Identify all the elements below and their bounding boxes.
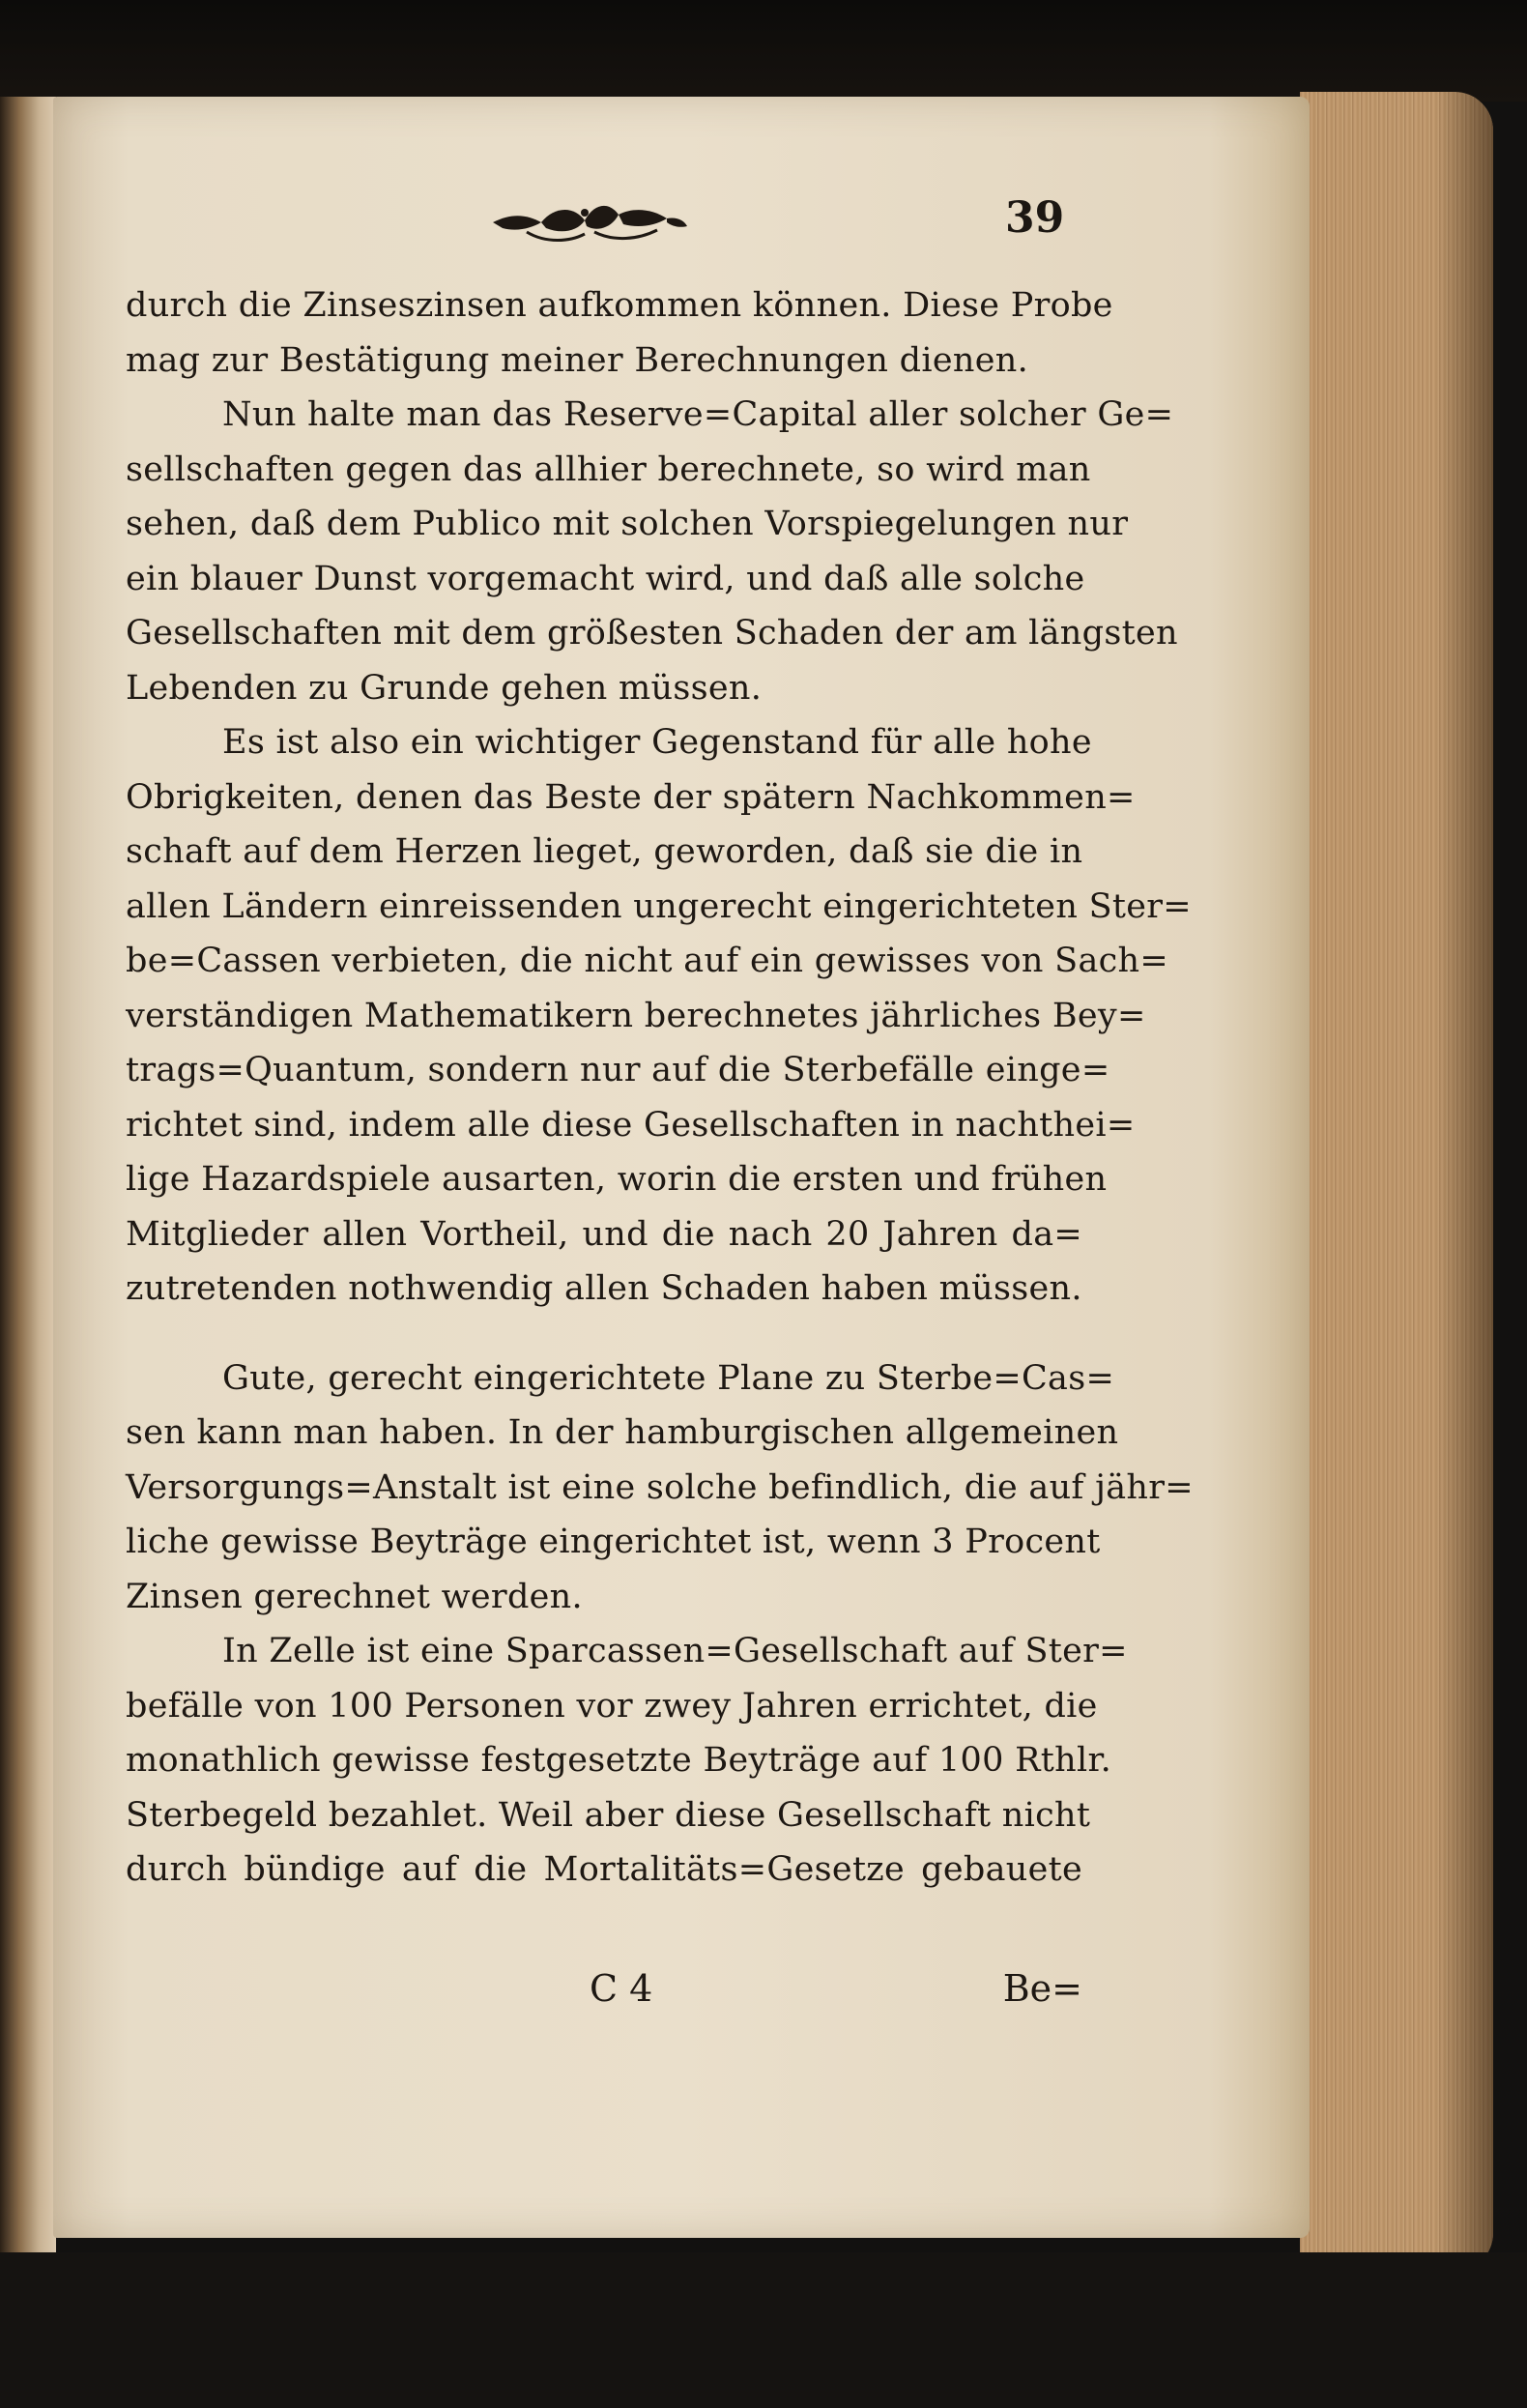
- text-line: verständigen Mathematikern berechnetes jährliches Bey=: [126, 996, 1146, 1035]
- text-line: zutretenden nothwendig allen Schaden haben müssen.: [126, 1269, 1082, 1308]
- text-line: liche gewisse Beyträge eingerichtet ist, wenn 3 Procent: [126, 1523, 1101, 1561]
- text-line: allen Ländern einreissenden ungerecht eingerichteten Ster=: [126, 886, 1192, 926]
- text-line: ein blauer Dunst vorgemacht wird, und daß alle solche: [126, 559, 1085, 598]
- text-line: Gesellschaften mit dem größesten Schaden der am längsten: [126, 614, 1178, 653]
- page-number: 39: [1005, 193, 1065, 243]
- catchword: Be=: [1002, 1967, 1082, 2010]
- text-line: richtet sind, indem alle diese Gesellschaften in nachthei=: [126, 1105, 1136, 1145]
- left-page-edge: [0, 97, 56, 2320]
- text-line: Sterbegeld bezahlet. Weil aber diese Gesellschaft nicht: [126, 1795, 1091, 1835]
- text-line: Lebenden zu Grunde gehen müssen.: [126, 668, 763, 708]
- paragraph-gap: [126, 1317, 1082, 1351]
- text-line: mag zur Bestätigung meiner Berechnungen dienen.: [126, 340, 1028, 380]
- signature-mark: C 4: [590, 1967, 653, 2010]
- text-line: monathlich gewisse festgesetzte Beyträge auf 100 Rthlr.: [126, 1741, 1112, 1780]
- text-line: durch bündige auf die Mortalitäts=Gesetze gebauete: [126, 1850, 1082, 1889]
- page-fore-edge: [1300, 92, 1493, 2272]
- text-line: Gute, gerecht eingerichtete Plane zu Sterbe=Cas=: [222, 1358, 1115, 1398]
- text-line: Mitglieder allen Vortheil, und die nach 20 Jahren da=: [126, 1214, 1082, 1254]
- text-line: trags=Quantum, sondern nur auf die Sterbefälle einge=: [126, 1051, 1110, 1089]
- text-line: lige Hazardspiele ausarten, worin die ersten und frühen: [126, 1160, 1108, 1199]
- text-line: befälle von 100 Personen vor zwey Jahren errichtet, die: [126, 1686, 1098, 1726]
- body-text: [126, 278, 1194, 1898]
- text-line: Zinsen gerechnet werden.: [126, 1577, 583, 1616]
- text-line: be=Cassen verbieten, die nicht auf ein gewisses von Sach=: [126, 942, 1168, 980]
- text-line: Versorgungs=Anstalt ist eine solche befindlich, die auf jähr=: [126, 1467, 1194, 1507]
- page-footer: [126, 1967, 1082, 2025]
- text-line: sehen, daß dem Publico mit solchen Vorspiegelungen nur: [126, 505, 1129, 543]
- text-line: Nun halte man das Reserve=Capital aller solcher Ge=: [222, 395, 1174, 434]
- text-line: In Zelle ist eine Sparcassen=Gesellschaft auf Ster=: [222, 1632, 1128, 1670]
- text-line: Es ist also ein wichtiger Gegenstand für alle hohe: [222, 723, 1092, 762]
- text-line: sellschaften gegen das allhier berechnete, so wird man: [126, 450, 1091, 489]
- text-line: Obrigkeiten, denen das Beste der spätern Nachkommen=: [126, 777, 1136, 817]
- fleuron-ornament-icon: [488, 193, 691, 251]
- text-line: schaft auf dem Herzen lieget, geworden, daß sie die in: [126, 832, 1083, 871]
- text-line: durch die Zinseszinsen aufkommen können. Diese Probe: [126, 286, 1113, 325]
- text-line: sen kann man haben. In der hamburgischen allgemeinen: [126, 1413, 1119, 1452]
- background-bottom: [0, 2252, 1527, 2408]
- background-top: [0, 0, 1527, 102]
